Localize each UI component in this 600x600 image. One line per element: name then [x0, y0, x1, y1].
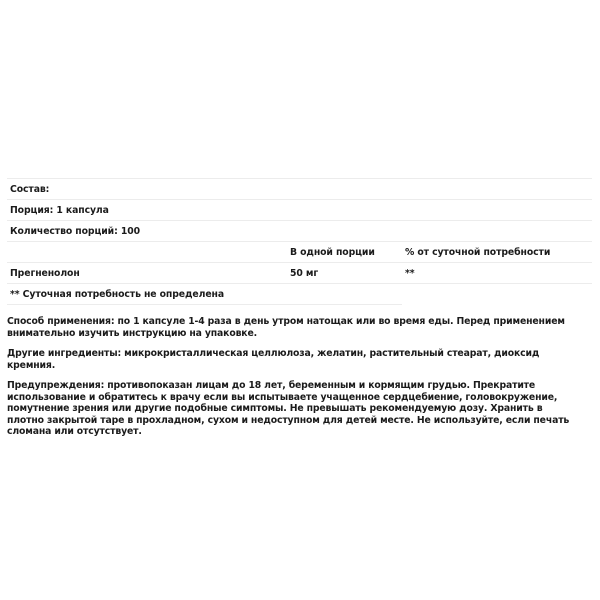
header-daily-value: % от суточной потребности [402, 242, 592, 263]
supplement-facts [7, 178, 592, 305]
warnings-paragraph: Предупреждения: противопоказан лицам до 18 лет, беременным и кормящим грудью. Прекратите использование и обратитесь к врачу если вы испытываете учащенное сердцебиение, головокружение, помутнение зрения или другие подобные симптомы. Не превышать рекомендуемую дозу. Хранить в плотно закрытой таре в прохладном, сухом и недоступном для детей месте. Не используйте, если печать сломана или отсутствует. [7, 380, 570, 437]
table-header-row [7, 242, 592, 263]
supplement-facts-table [7, 178, 592, 305]
table-row-ingredient [7, 263, 592, 284]
table-row-composition [7, 179, 592, 200]
servings-count-label: Количество порций: 100 [7, 221, 592, 242]
footnote-empty-cell [402, 284, 592, 305]
other-ingredients-paragraph: Другие ингредиенты: микрокристаллическая целлюлоза, желатин, растительный стеарат, диоксид кремния. [7, 348, 540, 371]
table-row-serving [7, 200, 592, 221]
ingredient-amount: 50 мг [287, 263, 402, 284]
header-per-serving: В одной порции [287, 242, 402, 263]
table-row-servings-count [7, 221, 592, 242]
product-description [7, 316, 577, 438]
composition-label: Состав: [7, 179, 592, 200]
ingredient-daily-value: ** [402, 263, 592, 284]
ingredient-name: Прегненолон [7, 263, 287, 284]
table-row-footnote [7, 284, 592, 305]
footnote-text: ** Суточная потребность не определена [7, 284, 402, 305]
usage-paragraph: Способ применения: по 1 капсуле 1-4 раза в день утром натощак или во время еды. Перед применением внимательно изучить инструкцию на упаковке. [7, 316, 565, 339]
serving-size-label: Порция: 1 капсула [7, 200, 592, 221]
header-empty-cell [7, 242, 287, 263]
